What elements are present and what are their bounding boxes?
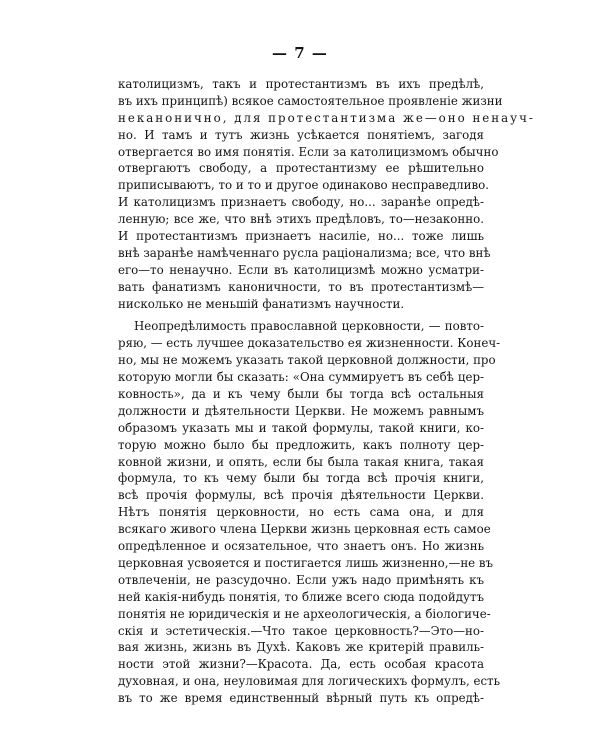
text-line: торую можно было бы предложить, какъ полноту цер- [118, 437, 484, 452]
text-line: всякаго живого члена Церкви жизнь церковная есть самое [118, 522, 491, 537]
text-line: всѣ прочія формулы, всѣ прочія дѣятельности Церкви. [118, 488, 484, 503]
text-line: его—то ненаучно. Если въ католицизмѣ можно усматри- [118, 262, 484, 277]
text-line: ней какія-нибудь понятія, то ближе всего сюда подойдутъ [118, 589, 484, 604]
text-line: Неопредѣлимость православной церковности, — повто- [134, 319, 484, 334]
body-text [118, 76, 535, 707]
text-line: формула, то къ чему были бы тогда всѣ прочія книги, [118, 471, 484, 486]
text-line: опредѣленное и осязательное, что знаетъ онъ. Но жизнь [118, 539, 484, 554]
text-line: И протестантизмъ признаетъ насиліе, но... тоже лишь [118, 229, 484, 244]
text-line: должности и дѣятельности Церкви. Не можемъ равнымъ [118, 403, 484, 418]
text-line: ности этой жизни?—Красота. Да, есть особая красота [118, 657, 484, 672]
text-line: ленную; все же, что внѣ этихъ предѣловъ, то—незаконно. [118, 212, 484, 227]
paragraph-2 [118, 318, 501, 706]
text-line: духовная, и она, неуловимая для логическихъ формулъ, есть [118, 674, 500, 689]
text-line: но. И тамъ и тутъ жизнь усѣкается понятіемъ, загодя [118, 127, 484, 142]
text-line: въ ихъ принципѣ) всякое самостоятельное проявленіе жизни [118, 93, 503, 108]
text-line: отвлеченіи, не разсудочно. Если ужъ надо примѣнять къ [118, 572, 484, 587]
text-line: отвергаютъ свободу, а протестантизму ее рѣшительно [118, 161, 484, 176]
text-line: приписываютъ, то и то и другое одинаково несправедливо. [118, 178, 489, 193]
paragraph-1 [118, 76, 535, 312]
text-line: образомъ указать мы и такой формулы, такой книги, ко- [118, 420, 484, 435]
text-line: католицизмъ, такъ и протестантизмъ въ ихъ предѣлѣ, [118, 77, 484, 91]
text-line: внѣ заранѣе намѣченнаго русла раціонализма; все, что внѣ [118, 245, 491, 260]
text-line: нисколько не меньшій фанатизмъ научности. [118, 296, 405, 311]
text-line: церковная усвояется и постигается лишь жизненно,—не въ [118, 555, 494, 570]
text-line: но, мы не можемъ указать такой церковной должности, про [118, 353, 496, 368]
text-line: ковной жизни, и опять, если бы была такая книга, такая [118, 454, 484, 469]
text-line: въ то же время единственный вѣрный путь къ опредѣ- [118, 691, 484, 706]
text-line: неканонично, для протестантизма же—оно ненауч- [118, 110, 535, 125]
text-line: вать фанатизмъ каноничности, то въ протестантизмѣ— [118, 279, 484, 294]
text-line: которую могли бы сказать: «Она суммируетъ въ себѣ цер- [118, 370, 484, 385]
text-line: скія и эстетическія.—Что такое церковность?—Это—но- [118, 623, 484, 638]
text-line: отвергается во имя понятія. Если за католицизмомъ обычно [118, 144, 499, 159]
text-line: вая жизнь, жизнь въ Духѣ. Каковъ же критерій правиль- [118, 640, 484, 655]
text-line: ряю, — есть лучшее доказательство ея жизненности. Конеч- [118, 336, 501, 351]
text-line: И католицизмъ признаетъ свободу, но... заранѣе опредѣ- [118, 195, 484, 210]
text-line: ковность», да и къ чему были бы тогда всѣ остальныя [118, 387, 484, 402]
text-line: Нѣтъ понятія церковности, но есть сама она, и для [118, 505, 484, 520]
page-number: — 7 — [272, 44, 328, 62]
text-line: понятія не юридическія и не археологическія, а біологиче- [118, 606, 491, 621]
